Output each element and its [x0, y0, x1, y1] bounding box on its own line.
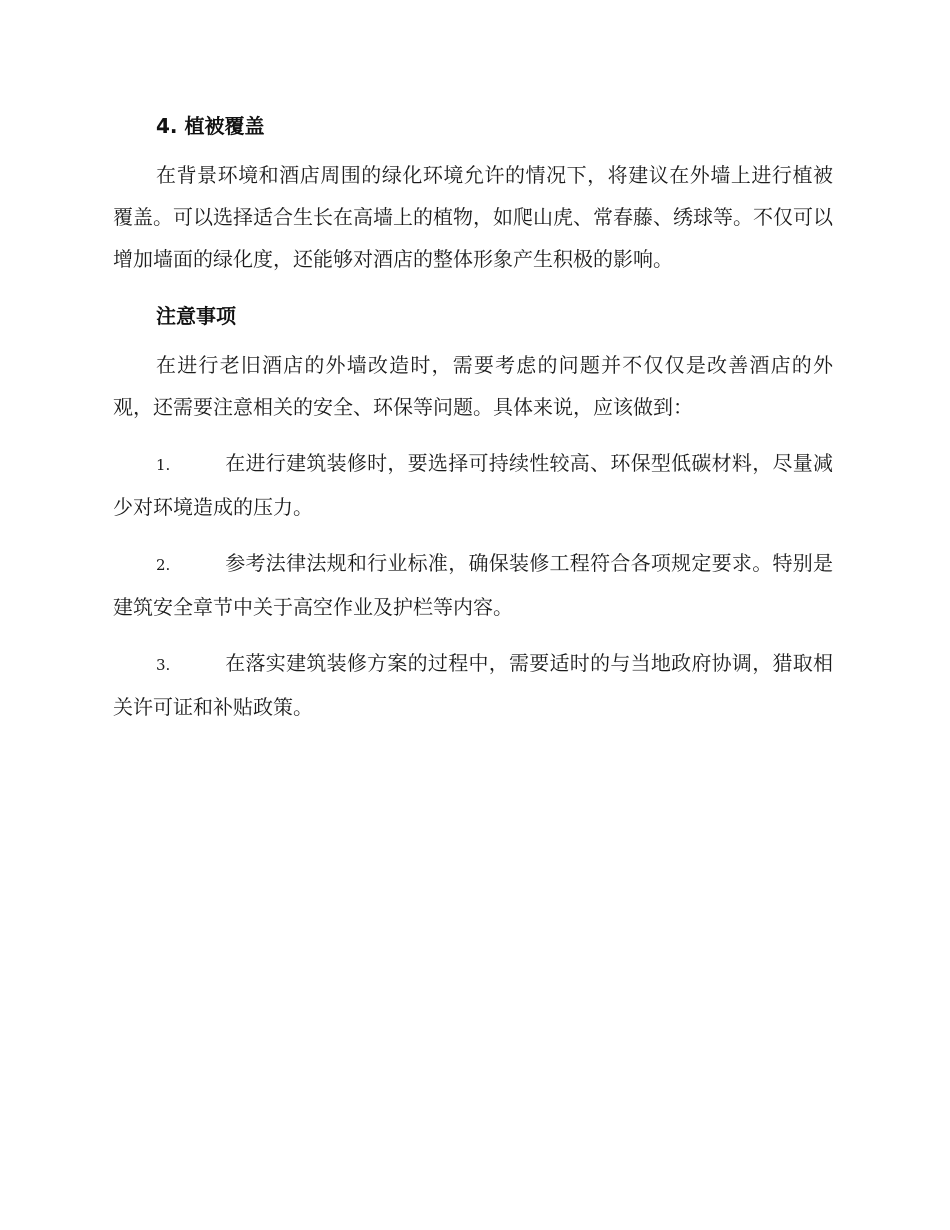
list-item-text: 在落实建筑装修方案的过程中，需要适时的与当地政府协调，猎取相关许可证和补贴政策。 — [113, 651, 833, 719]
section-heading-notes: 注意事项 — [156, 304, 236, 328]
list-item — [113, 442, 833, 528]
list-item-number: 2. — [156, 556, 171, 574]
list-item-text: 在进行建筑装修时，要选择可持续性较高、环保型低碳材料，尽量减少对环境造成的压力。 — [113, 451, 833, 519]
notes-list — [113, 442, 833, 728]
document-body — [113, 110, 833, 728]
list-item-number: 3. — [156, 656, 171, 674]
list-item-text: 参考法律法规和行业标准，确保装修工程符合各项规定要求。特别是建筑安全章节中关于高空作业及护栏等内容。 — [113, 551, 833, 619]
vegetation-paragraph: 在背景环境和酒店周围的绿化环境允许的情况下，将建议在外墙上进行植被覆盖。可以选择适合生长在高墙上的植物，如爬山虎、常春藤、绣球等。不仅可以增加墙面的绿化度，还能够对酒店的整体形象产生积极的影响。 — [113, 163, 833, 271]
notes-intro-paragraph: 在进行老旧酒店的外墙改造时，需要考虑的问题并不仅仅是改善酒店的外观，还需要注意相关的安全、环保等问题。具体来说，应该做到： — [113, 353, 833, 419]
section-heading-vegetation: 4. 植被覆盖 — [156, 114, 265, 138]
list-item — [113, 642, 833, 728]
list-item — [113, 542, 833, 628]
list-item-number: 1. — [156, 456, 171, 474]
